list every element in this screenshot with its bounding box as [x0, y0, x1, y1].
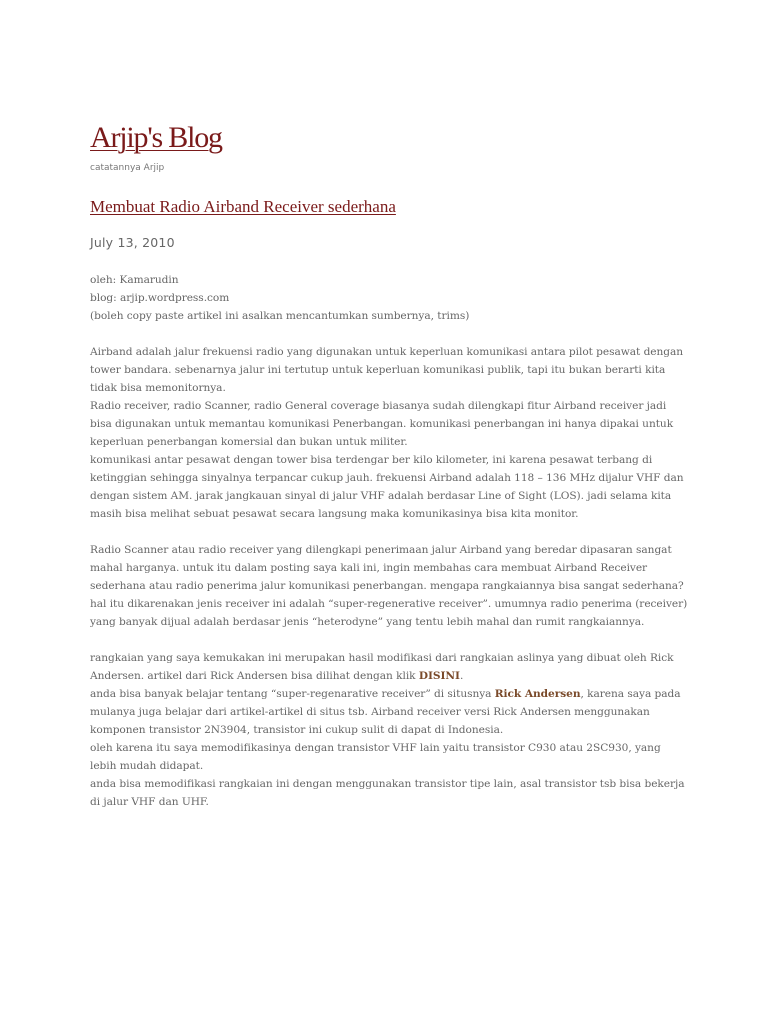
- text-line: rangkaian yang saya kemukakan ini merupakan hasil modifikasi dari rangkaian aslinya yang dibuat oleh Rick: [90, 652, 674, 664]
- text-line: mahal harganya. untuk itu dalam posting saya kali ini, ingin membahas cara membuat Airband Receiver: [90, 562, 648, 574]
- post-title-link[interactable]: Membuat Radio Airband Receiver sederhana: [90, 197, 396, 216]
- text-line: mulanya juga belajar dari artikel-artikel di situs tsb. Airband receiver versi Rick Andersen menggunakan: [90, 706, 650, 718]
- text-line: sederhana atau radio penerima jalur komunikasi penerbangan. mengapa rangkaiannya bisa sangat sederhana?: [90, 580, 684, 592]
- text-segment: .: [459, 670, 464, 682]
- post-meta: [90, 271, 680, 325]
- text-segment: Andersen. artikel dari Rick Andersen bisa dilihat dengan klik: [90, 670, 419, 682]
- post-date: July 13, 2010: [90, 235, 175, 250]
- text-line: tower bandara. sebenarnya jalur ini tertutup untuk keperluan komunikasi publik, tapi itu bukan berarti kita: [90, 364, 666, 376]
- text-segment: anda bisa banyak belajar tentang “super-regenarative receiver” di situsnya: [90, 688, 495, 700]
- text-line: bisa digunakan untuk memantau komunikasi Penerbangan. komunikasi penerbangan ini hanya dipakai untuk: [90, 418, 674, 430]
- text-line: lebih mudah didapat.: [90, 760, 204, 772]
- text-line: komponen transistor 2N3904, transistor ini cukup sulit di dapat di Indonesia.: [90, 724, 504, 736]
- text-line: anda bisa memodifikasi rangkaian ini dengan menggunakan transistor tipe lain, asal transistor tsb bisa bekerja: [90, 778, 685, 790]
- disini-link[interactable]: [419, 670, 460, 682]
- copy-note-line: (boleh copy paste artikel ini asalkan mencantumkan sumbernya, trims): [90, 310, 470, 322]
- blog-url-line: blog: arjip.wordpress.com: [90, 292, 230, 304]
- text-line: ketinggian sehingga sinyalnya terpancar cukup jauh. frekuensi Airband adalah 118 – 136 MHz dijalur VHF dan: [90, 472, 684, 484]
- text-line: masih bisa melihat sebuat pesawat secara langsung maka komunikasinya bisa kita monitor.: [90, 508, 579, 520]
- blog-title-link[interactable]: Arjip's Blog: [90, 121, 222, 154]
- author-line: oleh: Kamarudin: [90, 274, 179, 286]
- text-line: Radio Scanner atau radio receiver yang dilengkapi penerimaan jalur Airband yang beredar dipasaran sangat: [90, 544, 672, 556]
- paragraph-scanner: [90, 541, 688, 631]
- text-line: dengan sistem AM. jarak jangkauan sinyal di jalur VHF adalah berdasar Line of Sight (LOS). jadi selama kita: [90, 490, 672, 502]
- rick-andersen-link-label[interactable]: Rick Andersen: [494, 688, 581, 700]
- rick-andersen-link[interactable]: [495, 688, 581, 700]
- paragraph-airband-intro: [90, 343, 684, 523]
- text-line: Airband adalah jalur frekuensi radio yang digunakan untuk keperluan komunikasi antara pilot pesawat dengan: [90, 346, 684, 358]
- text-line: hal itu dikarenakan jenis receiver ini adalah “super-regenerative receiver”. umumnya radio penerima (receiver): [90, 598, 688, 610]
- blog-tagline: catatannya Arjip: [90, 163, 165, 173]
- paragraph-circuit: [90, 649, 685, 811]
- blog-page: [90, 120, 688, 829]
- text-line: Radio receiver, radio Scanner, radio General coverage biasanya sudah dilengkapi fitur Airband receiver jadi: [90, 400, 667, 412]
- text-line: keperluan penerbangan komersial dan bukan untuk militer.: [90, 436, 408, 448]
- text-segment: , karena saya pada: [580, 688, 681, 700]
- text-line: tidak bisa memonitornya.: [90, 382, 226, 394]
- text-line: [90, 667, 680, 685]
- text-line: di jalur VHF dan UHF.: [90, 796, 209, 808]
- post-body: [90, 271, 688, 811]
- text-line: yang banyak dijual adalah berdasar jenis “heterodyne” yang tentu lebih mahal dan rumit rangkaiannya.: [90, 616, 645, 628]
- text-line: oleh karena itu saya memodifikasinya dengan transistor VHF lain yaitu transistor C930 atau 2SC930, yang: [90, 742, 661, 754]
- disini-link-label[interactable]: DISINI: [418, 670, 460, 682]
- text-line: komunikasi antar pesawat dengan tower bisa terdengar ber kilo kilometer, ini karena pesawat terbang di: [90, 454, 653, 466]
- text-line: [90, 685, 680, 703]
